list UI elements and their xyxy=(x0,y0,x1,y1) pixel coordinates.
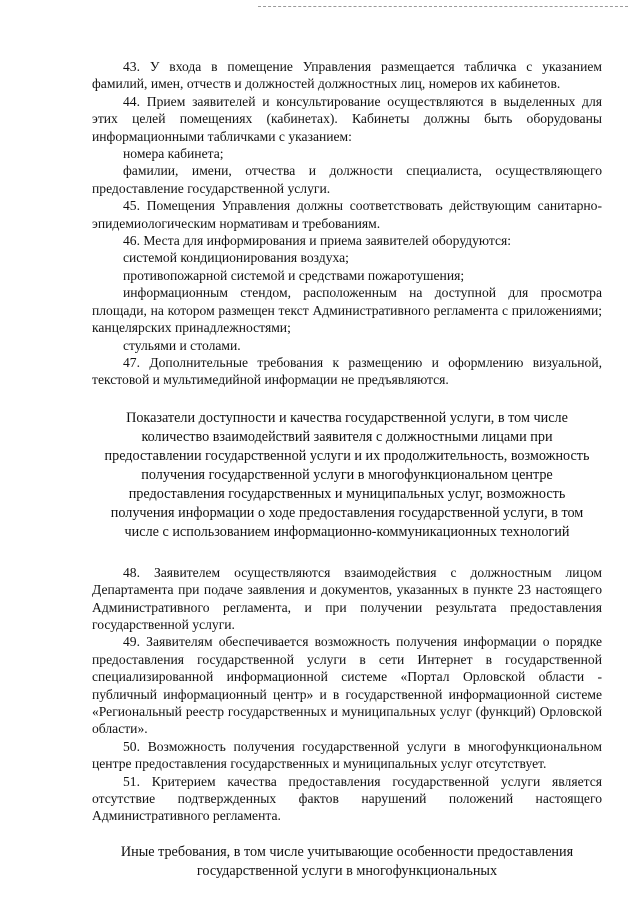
paragraph-45: 45. Помещения Управления должны соответствовать действующим санитарно-эпидемиологическим нормативам и требованиям. xyxy=(92,198,602,231)
paragraph-46-item-3: информационным стендом, расположенным на доступной для просмотра площади, на котором размещен текст Административного регламента с приложениями; канцелярских принадлежностями; xyxy=(92,285,602,336)
paragraph-44-item-2: фамилии, имени, отчества и должности специалиста, осуществляющего предоставление государственной услуги. xyxy=(92,163,602,196)
paragraph-48: 48. Заявителем осуществляются взаимодействия с должностным лицом Департамента при подаче заявления и документов, указанных в пункте 23 настоящего Административного регламента, и при получении результата предоставления государственной услуги. xyxy=(92,564,602,632)
paragraph-47: 47. Дополнительные требования к размещению и оформлению визуальной, текстовой и мультимедийной информации не предъявляются. xyxy=(92,354,602,388)
paragraph-46-item-2: противопожарной системой и средствами пожаротушения; xyxy=(123,267,465,283)
paragraph-43: 43. У входа в помещение Управления размещается табличка с указанием фамилий, имен, отчеств и должностей должностных лиц, номеров их кабинетов. xyxy=(92,59,602,92)
document-page xyxy=(92,58,602,881)
scan-artifact-line xyxy=(258,6,628,7)
paragraph-44: 44. Прием заявителей и консультирование осуществляются в выделенных для этих целей помещениях (кабинетах). Кабинеты должны быть оборудованы информационными табличками с указанием: xyxy=(92,93,602,144)
section-heading-accessibility: Показатели доступности и качества государственной услуги, в том числе количество взаимодействий заявителя с должностными лицами при предоставлении государственной услуги и их продолжительность, возможность получения государственной услуги в многофункциональном центре предоставления государственных и муниципальных услуг, возможность получения информации о ходе предоставления государственной услуги, в том числе с использованием информационно-коммуникационных технологий xyxy=(104,409,590,540)
paragraph-46-item-4: стульями и столами. xyxy=(123,337,241,353)
paragraph-44-item-1: номера кабинета; xyxy=(123,146,224,162)
paragraph-46-item-1: системой кондиционирования воздуха; xyxy=(123,250,349,266)
paragraph-51: 51. Критерием качества предоставления государственной услуги является отсутствие подтвержденных фактов нарушений положений настоящего Административного регламента. xyxy=(92,773,602,824)
section-heading-other-requirements: Иные требования, в том числе учитывающие особенности предоставления государственной услуги в многофункциональных xyxy=(120,843,574,879)
paragraph-50: 50. Возможность получения государственной услуги в многофункциональном центре предоставления государственных и муниципальных услуг отсутствует. xyxy=(92,738,602,772)
paragraph-46: 46. Места для информирования и приема заявителей оборудуются: xyxy=(123,233,512,249)
paragraph-49: 49. Заявителям обеспечивается возможность получения информации о порядке предоставления государственной услуги в сети Интернет в государственной специализированной информационной системе «Портал Орловской области - публичный информационный центр» и в государственной информационной системе «Региональный реестр государственных и муниципальных услуг (функций) Орловской области». xyxy=(92,634,602,737)
